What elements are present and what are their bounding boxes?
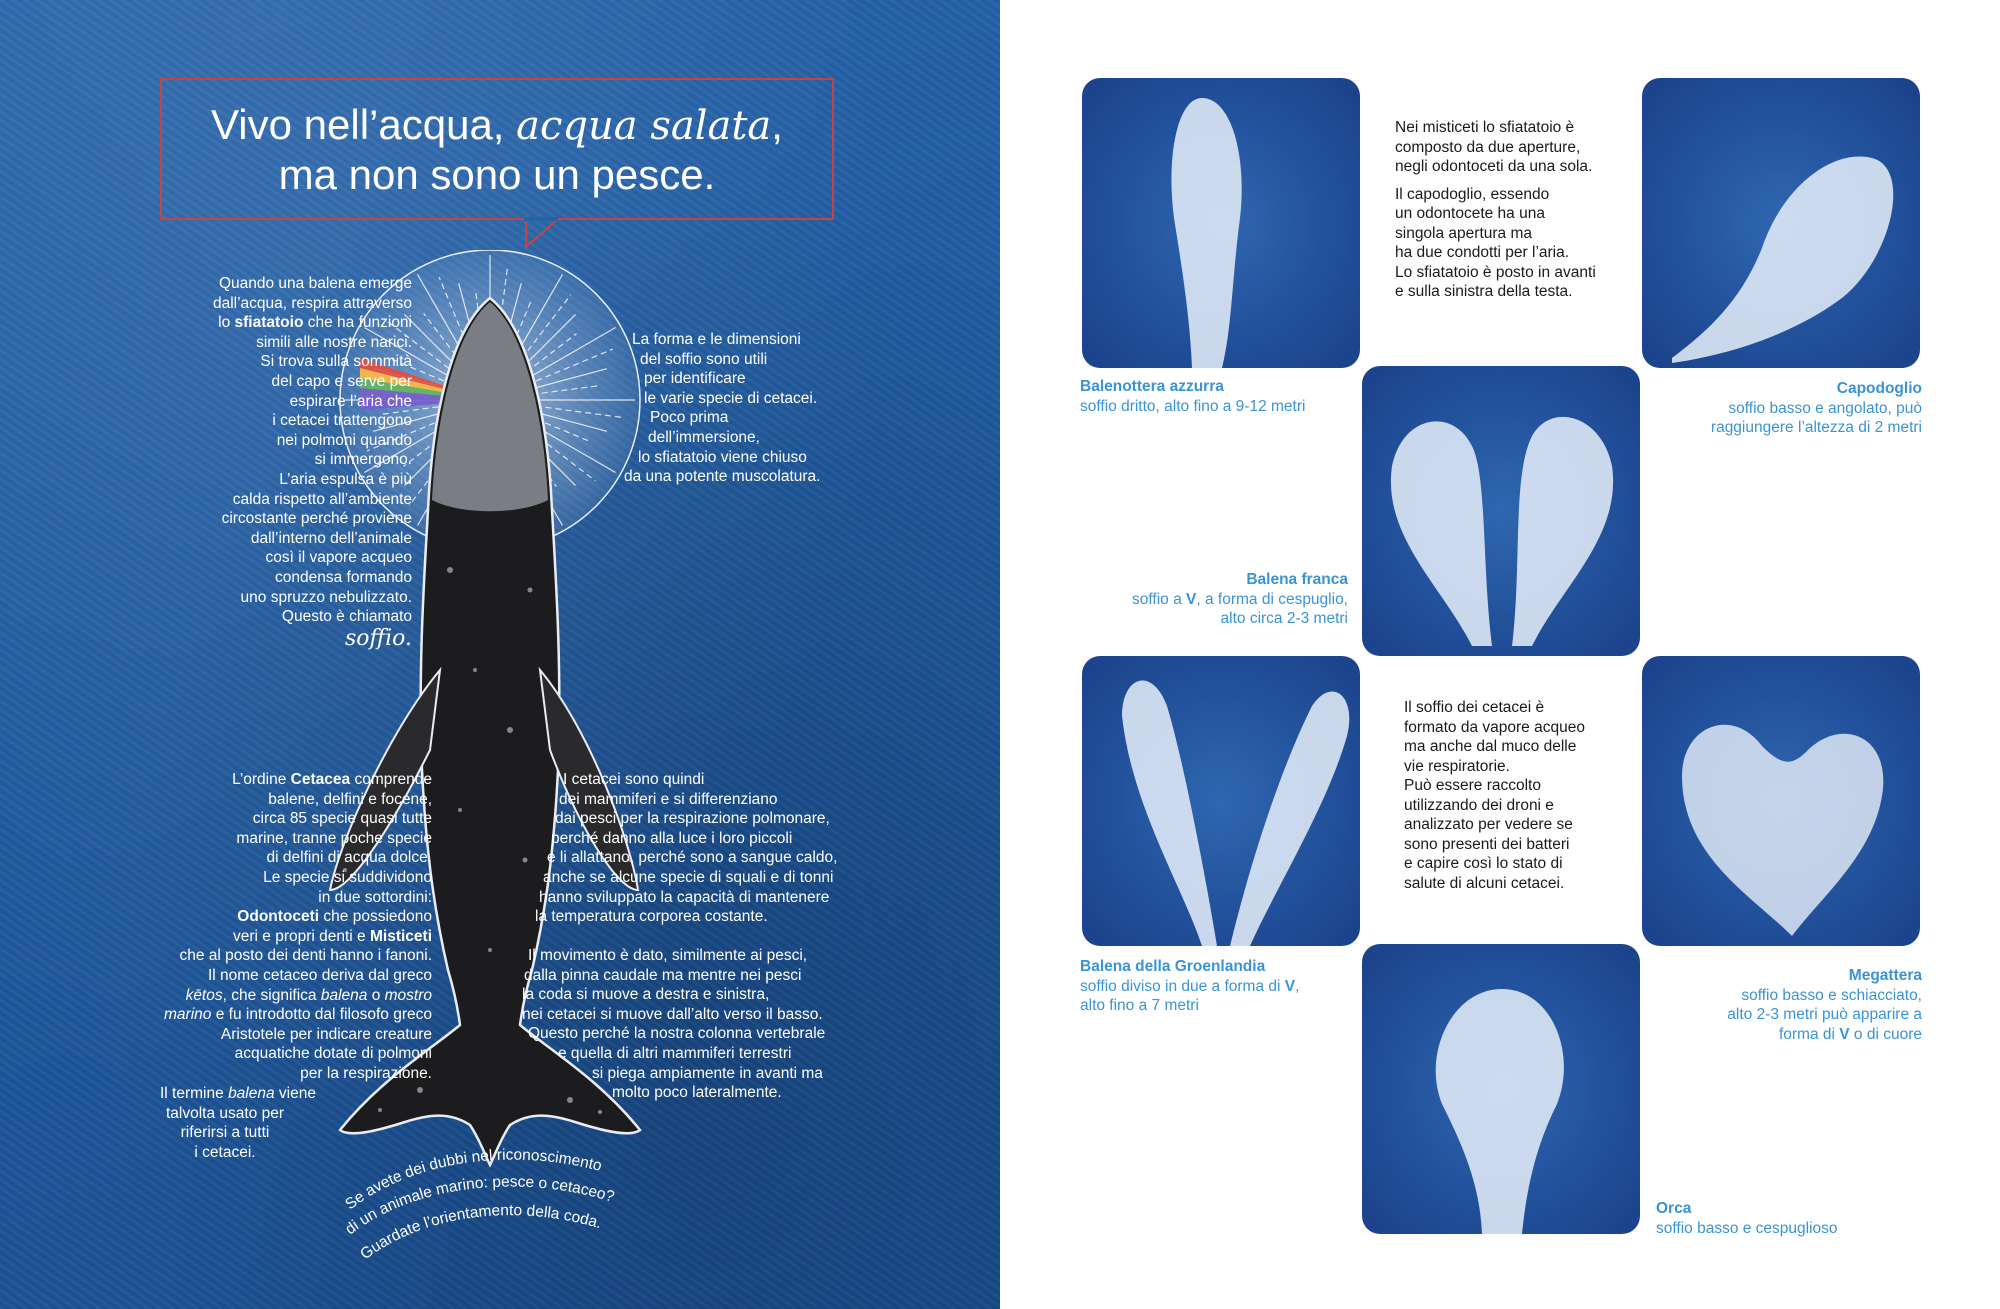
paragraph-forma-soffio: La forma e le dimensioni del soffio sono utili per identificare le varie specie di cetacei. Poco prima dell’immersione, lo sfiatatoio viene chiuso da una potente muscolatura. <box>624 331 821 486</box>
caption-balena-franca: Balena franca soffio a V, a forma di cespuglio, alto circa 2-3 metri <box>1132 571 1348 627</box>
right-page <box>1000 0 2000 1309</box>
paragraph-sfiatatoio: Quando una balena emerge dall’acqua, respira attraverso lo sfiatatoio che ha funzioni simili alle nostre narici. Si trova sulla sommità del capo e serve per espirare l’aria che i cetacei trattengono nei polmoni quando si immergono. L’aria espulsa è più calda rispetto all’ambiente circostante perché proviene dall’interno dell’animale così il vapore acqueo condensa formando uno spruzzo nebulizzato. Questo è chiamato soffio. <box>212 275 412 651</box>
paragraph-movimento: Il movimento è dato, similmente ai pesci, dalla pinna caudale ma mentre nei pesci la coda si muove a destra e sinistra, nei cetacei si muove dall’alto verso il basso. Questo perché la nostra colonna vertebrale e quella di altri mammiferi terrestri si piega ampiamente in avanti ma molto poco lateralmente. <box>522 947 826 1102</box>
paragraph-mammiferi: I cetacei sono quindi dei mammiferi e si differenziano dai pesci per la respirazione polmonare, perché danno alla luce i loro piccoli e li allattano, perché sono a sangue caldo, anche se alcune specie di squali e di tonni hanno sviluppato la capacità di mantenere la temperatura corporea costante. <box>535 771 838 926</box>
title-line-1: Vivo nell’acqua, acqua salata, <box>211 101 783 149</box>
blow-image-orca <box>1362 944 1640 1234</box>
soffio-word: soffio. <box>344 625 412 651</box>
caption-megattera: Megattera soffio basso e schiacciato, alto 2-3 metri può apparire a forma di V o di cuore <box>1727 967 1922 1043</box>
blow-image-balena-franca <box>1362 366 1640 656</box>
curved-line-3: Guardate l’orientamento della coda. <box>357 1202 604 1264</box>
note-sfiatatoio: Nei misticeti lo sfiatatoio è composto da due aperture, negli odontoceti da una sola. Il capodoglio, essendo un odontocete ha una singola apertura ma ha due condotti per l’aria. Lo sfiatatoio è posto in avanti e sulla sinistra della testa. <box>1395 119 1596 300</box>
blow-image-balenottera-azzurra <box>1082 78 1360 368</box>
blow-image-megattera <box>1642 656 1920 946</box>
curved-line-2: di un animale marino: pesce o cetaceo? <box>342 1173 617 1239</box>
speech-bubble-tail <box>500 215 560 255</box>
note-composizione-soffio: Il soffio dei cetacei è formato da vapore acqueo ma anche dal muco delle vie respiratorie. Può essere raccolto utilizzando dei droni e analizzato per vedere se sono presenti dei batteri e capire così lo stato di salute di alcuni cetacei. <box>1404 699 1585 892</box>
paragraph-balena-termine: Il termine balena viene talvolta usato per riferirsi a tutti i cetacei. <box>160 1085 316 1161</box>
caption-balena-della-groenlandia: Balena della Groenlandia soffio diviso in due a forma di V, alto fino a 7 metri <box>1080 958 1300 1014</box>
curved-line-1: Se avete dei dubbi nel riconoscimento <box>342 1146 604 1214</box>
caption-balenottera-azzurra: Balenottera azzurra soffio dritto, alto fino a 9-12 metri <box>1080 378 1306 415</box>
caption-orca: Orca soffio basso e cespuglioso <box>1656 1200 1838 1237</box>
blow-image-balena-della-groenlandia <box>1082 656 1360 946</box>
curved-tail-text <box>330 1110 660 1270</box>
caption-capodoglio: Capodoglio soffio basso e angolato, può raggiungere l’altezza di 2 metri <box>1710 380 1922 436</box>
speech-bubble-title <box>160 78 834 220</box>
blow-image-capodoglio <box>1642 78 1920 368</box>
paragraph-cetacea: L’ordine Cetacea comprende balene, delfini e focene, circa 85 specie quasi tutte marine, tranne poche specie di delfini di acqua dolce. Le specie si suddividono in due sottordini: Odontoceti che possiedono veri e propri denti e Misticeti che al posto dei denti hanno i fanoni. Il nome cetaceo deriva dal greco kētos, che significa balena o mostro marino e fu introdotto dal filosofo greco Aristotele per indicare creature acquatiche dotate di polmoni per la respirazione. <box>164 771 432 1082</box>
title-line-2: ma non sono un pesce. <box>278 151 716 198</box>
